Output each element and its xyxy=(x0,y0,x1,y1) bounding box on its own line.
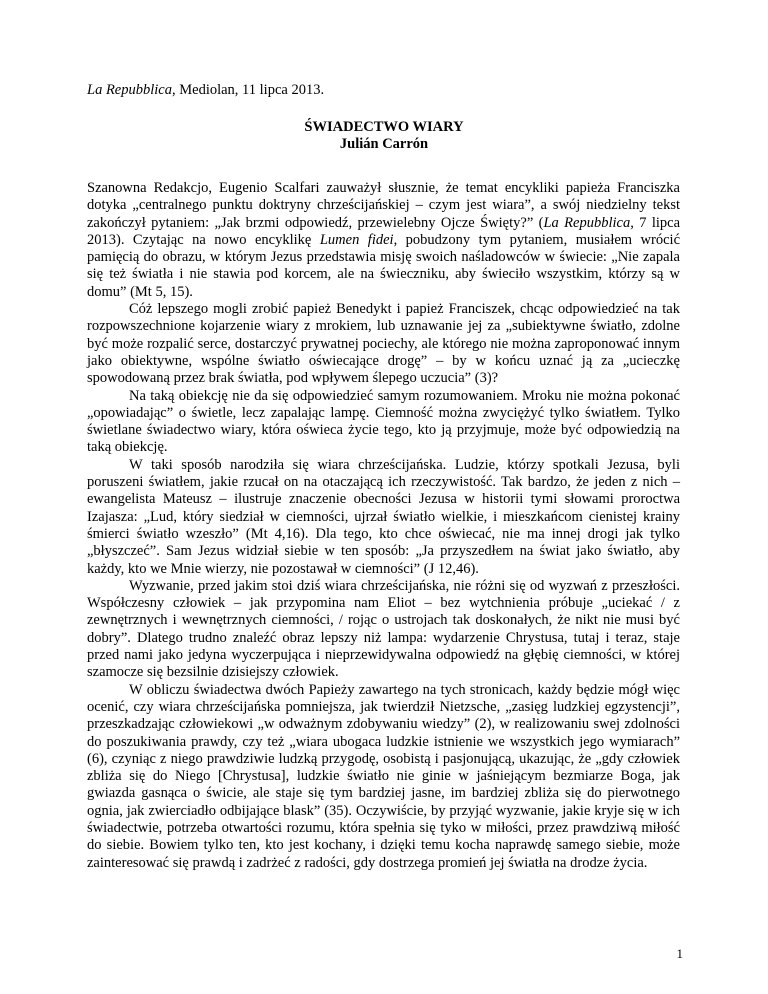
paragraph-1-text-e: , pobudzony tym pytaniem, musiałem wrócić pamięcią do obrazu, w którym Jezus przedstawia misję swoich naśladowców w świecie: „Nie zapala się też światła i nie stawia pod korcem, ale na świeczniku, aby świeciło wszystkim, którzy są w domu” (Mt 5, 15). xyxy=(87,231,681,300)
article-body xyxy=(87,180,680,872)
paragraph-1-italic-encyclical: Lumen fidei xyxy=(319,231,394,248)
article-title: ŚWIADECTWO WIARY xyxy=(304,119,464,135)
source-line xyxy=(87,81,324,99)
article-author: Julián Carrón xyxy=(339,136,429,152)
paragraph-6: W obliczu świadectwa dwóch Papieży zawartego na tych stronicach, każdy będzie mógł więc ocenić, czy wiara chrześcijańska pomniejsza, jak twierdził Nietzsche, „zasięg ludzkiej egzystencji”, przeszkadzając człowiekowi „w odważnym zdobywaniu wiedzy” (2), w realizowaniu swej zdolności do poszukiwania prawdy, czy też „wiara ubogaca ludzkie istnienie we wszystkich jego wymiarach” (6), czyniąc z niego prawdziwie ludzką przygodę, osobistą i pasjonującą, ukazując, że „gdy człowiek zbliża się do Niego [Chrystusa], ludzkie światło nie ginie w jaśniejącym bezmiarze Boga, jak gwiazda gasnąca o świcie, ale staje się tym bardziej jasne, im bardziej zbliża się do pierwotnego ognia, jak zwierciadło odbijające blask” (35). Oczywiście, by przyjąć wyzwanie, jakie kryje się w ich świadectwie, potrzeba otwartości rozumu, która spełnia się tyko w miłości, przez prawdziwą miłość do siebie. Bowiem tylko ten, kto jest kochany, i dzięki temu kocha naprawdę samego siebie, może zainteresować się prawdą i zadrżeć z radości, gdy dostrzega promień jej światła na drodze życia. xyxy=(87,681,680,871)
paragraph-1-text-c: , 7 lipca 2013). Czytając na nowo encyklikę xyxy=(87,214,681,248)
paragraph-5: Wyzwanie, przed jakim stoi dziś wiara chrześcijańska, nie różni się od wyzwań z przeszłości. Współczesny człowiek – jak przypomina nam Eliot – bez wytchnienia próbuje „uciekać / z zewnętrznych i wewnętrznych ciemności, / rojąc o ustrojach tak doskonałych, że nikt nie musi być dobry”. Dlatego trudno znaleźć obraz lepszy niż lampa: wydarzenie Chrystusa, tutaj i teraz, staje przed nami jako jedyna wyczerpująca i nieprzewidywalna odpowiedź na głębię ciemności, w której szamocze się bezsilnie dzisiejszy człowiek. xyxy=(87,577,680,681)
paragraph-3: Na taką obiekcję nie da się odpowiedzieć samym rozumowaniem. Mroku nie można pokonać „opowiadając” o świetle, lecz zapalając lampę. Ciemność można zwyciężyć tylko światłem. Tylko świetlane świadectwo wiary, która oświeca życie tego, kto ją przyjmuje, może być odpowiedzią na taką obiekcję. xyxy=(87,387,680,456)
paragraph-1-text-a: Szanowna Redakcjo, Eugenio Scalfari zauważył słusznie, że temat encykliki papieża Franciszka dotyka „centralnego punktu doktryny chrześcijańskiej – czym jest wiara”, a swój niedzielny tekst zakończył pytaniem: „Jak brzmi odpowiedź, przewielebny Ojcze Święty?” ( xyxy=(87,180,680,231)
source-publication: La Repubblica xyxy=(87,82,172,98)
page-number: 1 xyxy=(676,946,683,961)
paragraph-1 xyxy=(87,180,680,301)
paragraph-1-italic-publication: La Repubblica xyxy=(543,214,631,231)
paragraph-2: Cóż lepszego mogli zrobić papież Benedykt i papież Franciszek, chcąc odpowiedzieć na tak rozpowszechnione kojarzenie wiary z mrokiem, lub uznawanie jej za „subiektywne światło, zdolne być może rozpalić serce, dostarczyć prywatnej pociechy, ale którego nie można zaproponować innym jako obiektywne, wspólne światło oświecające drogę” – by w końcu uznać ją za „ucieczkę spowodowaną przez brak światła, pod wpływem ślepego uczucia” (3)? xyxy=(87,301,680,387)
source-place-date: , Mediolan, 11 lipca 2013. xyxy=(171,82,325,98)
paragraph-4: W taki sposób narodziła się wiara chrześcijańska. Ludzie, którzy spotkali Jezusa, byli poruszeni światłem, jakie rzucał on na otaczającą ich rzeczywistość. Tak bardzo, że jeden z nich – ewangelista Mateusz – ilustruje znaczenie obecności Jezusa w historii tymi słowami proroctwa Izajasza: „Lud, który siedział w ciemności, ujrzał światło wielkie, i mieszkańcom cienistej krainy śmierci światło wzeszło” (Mt 4,16). Dla tego, kto chce oświecać, nie ma innej drogi jak tylko „błyszczeć”. Sam Jezus widział siebie w ten sposób: „Ja przyszedłem na świat jako światło, aby każdy, kto we Mnie wierzy, nie pozostawał w ciemności” (J 12,46). xyxy=(87,456,680,577)
